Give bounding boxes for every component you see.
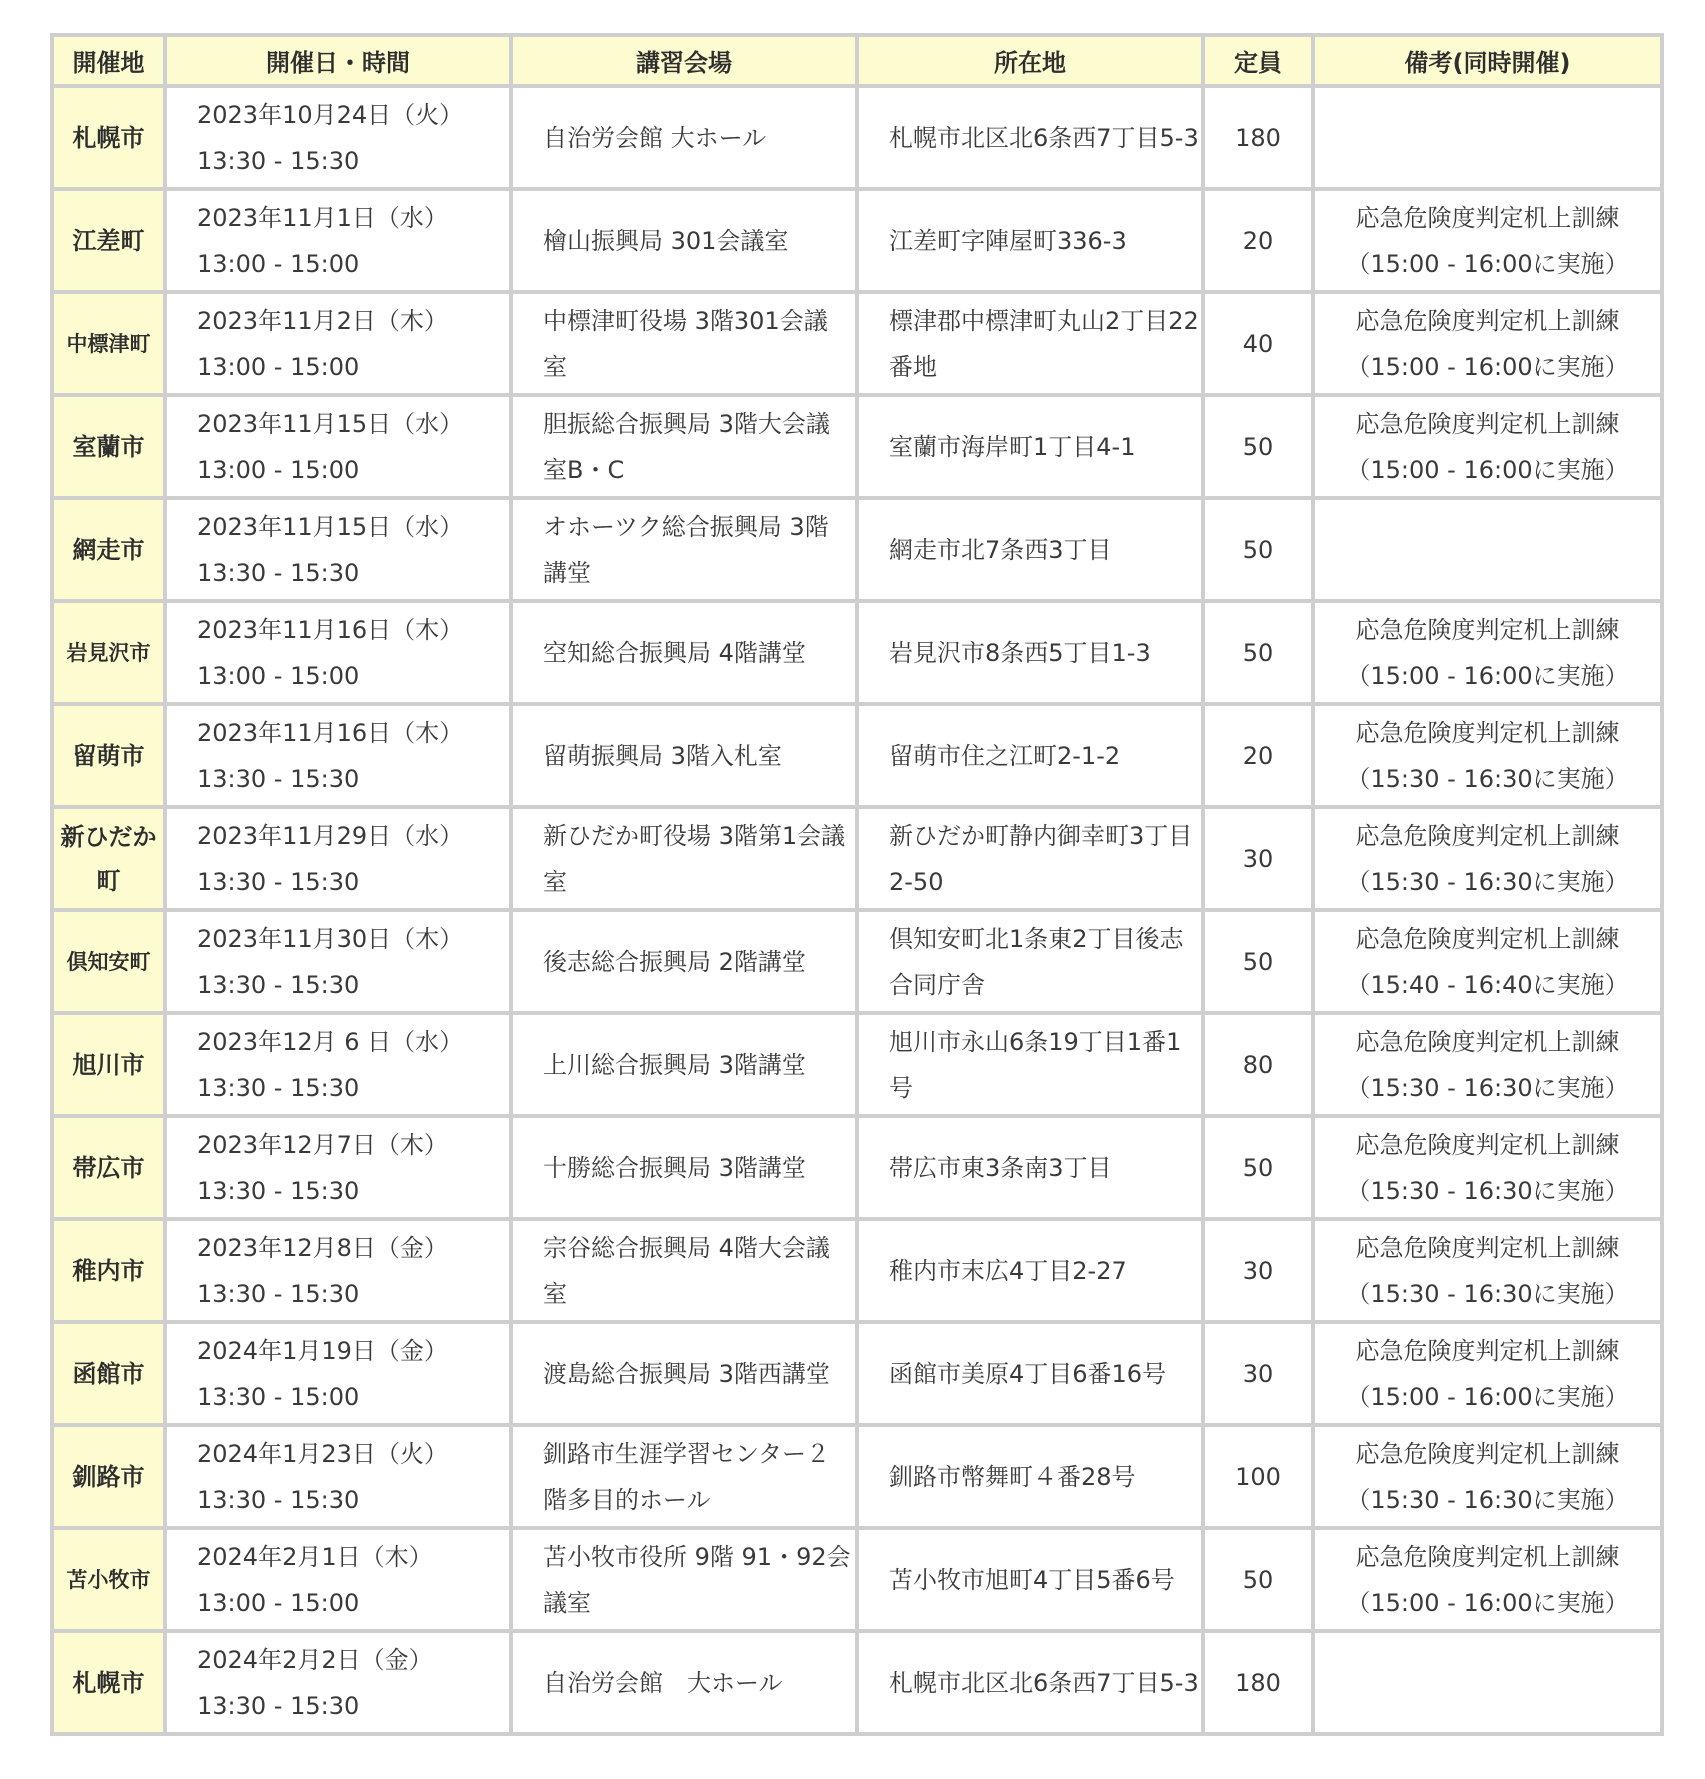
cell-address: 札幌市北区北6条西7丁目5-3 <box>859 88 1201 187</box>
cell-datetime <box>167 1324 509 1423</box>
table-row <box>54 1015 1660 1114</box>
cell-note-line1: 応急危険度判定机上訓練 <box>1355 1336 1620 1365</box>
cell-capacity: 40 <box>1205 294 1311 393</box>
cell-note-line1: 応急危険度判定机上訓練 <box>1355 1027 1620 1056</box>
cell-note-line2: （15:00 - 16:00に実施） <box>1346 1588 1629 1617</box>
cell-time: 13:30 - 15:30 <box>197 1279 360 1308</box>
cell-capacity: 50 <box>1205 500 1311 599</box>
cell-note <box>1315 1633 1660 1732</box>
cell-datetime <box>167 706 509 805</box>
table-row <box>54 1427 1660 1526</box>
cell-date: 2023年11月16日（木） <box>197 615 464 644</box>
cell-time: 13:30 - 15:30 <box>197 764 360 793</box>
cell-place: 旭川市 <box>54 1015 163 1114</box>
cell-venue: 自治労会館 大ホール <box>513 88 855 187</box>
cell-date: 2024年2月2日（金） <box>197 1645 433 1674</box>
cell-date: 2023年11月1日（水） <box>197 203 448 232</box>
cell-note <box>1315 397 1660 496</box>
cell-note-line2: （15:30 - 16:30に実施） <box>1346 764 1629 793</box>
cell-time: 13:30 - 15:30 <box>197 146 360 175</box>
cell-address: 稚内市末広4丁目2-27 <box>859 1221 1201 1320</box>
cell-note-line2: （15:40 - 16:40に実施） <box>1346 970 1629 999</box>
header-capacity: 定員 <box>1205 37 1311 84</box>
cell-note-line2: （15:30 - 16:30に実施） <box>1346 1176 1629 1205</box>
cell-date: 2023年11月15日（水） <box>197 512 464 541</box>
cell-note-line2: （15:30 - 16:30に実施） <box>1346 1485 1629 1514</box>
cell-venue: 宗谷総合振興局 4階大会議室 <box>513 1221 855 1320</box>
table-row <box>54 397 1660 496</box>
cell-date: 2024年2月1日（木） <box>197 1542 433 1571</box>
cell-note-line2: （15:30 - 16:30に実施） <box>1346 1279 1629 1308</box>
cell-note <box>1315 294 1660 393</box>
cell-place: 函館市 <box>54 1324 163 1423</box>
cell-address: 標津郡中標津町丸山2丁目22番地 <box>859 294 1201 393</box>
table-row <box>54 191 1660 290</box>
cell-note <box>1315 88 1660 187</box>
table-row <box>54 1221 1660 1320</box>
cell-venue: 中標津町役場 3階301会議室 <box>513 294 855 393</box>
cell-place: 岩見沢市 <box>54 603 163 702</box>
cell-note-line2: （15:00 - 16:00に実施） <box>1346 661 1629 690</box>
cell-place: 新ひだか町 <box>54 809 163 908</box>
cell-date: 2023年11月29日（水） <box>197 821 464 850</box>
cell-date: 2023年10月24日（火） <box>197 100 464 129</box>
cell-note <box>1315 809 1660 908</box>
cell-address: 帯広市東3条南3丁目 <box>859 1118 1201 1217</box>
cell-note <box>1315 706 1660 805</box>
header-address: 所在地 <box>859 37 1201 84</box>
cell-capacity: 20 <box>1205 191 1311 290</box>
cell-capacity: 20 <box>1205 706 1311 805</box>
cell-address: 旭川市永山6条19丁目1番1号 <box>859 1015 1201 1114</box>
table-row <box>54 1633 1660 1732</box>
cell-place: 苫小牧市 <box>54 1530 163 1629</box>
cell-address: 岩見沢市8条西5丁目1-3 <box>859 603 1201 702</box>
cell-capacity: 50 <box>1205 912 1311 1011</box>
cell-note-line1: 応急危険度判定机上訓練 <box>1355 409 1620 438</box>
cell-place: 中標津町 <box>54 294 163 393</box>
cell-venue: 苫小牧市役所 9階 91・92会議室 <box>513 1530 855 1629</box>
cell-note-line1: 応急危険度判定机上訓練 <box>1355 924 1620 953</box>
cell-datetime <box>167 1221 509 1320</box>
cell-venue: 新ひだか町役場 3階第1会議室 <box>513 809 855 908</box>
table-row <box>54 912 1660 1011</box>
cell-place: 稚内市 <box>54 1221 163 1320</box>
cell-note <box>1315 1015 1660 1114</box>
cell-date: 2023年12月8日（金） <box>197 1233 448 1262</box>
cell-note <box>1315 1324 1660 1423</box>
cell-capacity: 30 <box>1205 1324 1311 1423</box>
cell-place: 網走市 <box>54 500 163 599</box>
cell-address: 網走市北7条西3丁目 <box>859 500 1201 599</box>
cell-time: 13:30 - 15:30 <box>197 1485 360 1514</box>
cell-note-line1: 応急危険度判定机上訓練 <box>1355 615 1620 644</box>
cell-capacity: 30 <box>1205 809 1311 908</box>
cell-datetime <box>167 1633 509 1732</box>
cell-place: 帯広市 <box>54 1118 163 1217</box>
header-note: 備考(同時開催) <box>1315 37 1660 84</box>
cell-date: 2024年1月23日（火） <box>197 1439 448 1468</box>
cell-note-line2: （15:00 - 16:00に実施） <box>1346 249 1629 278</box>
cell-time: 13:30 - 15:30 <box>197 867 360 896</box>
cell-address: 釧路市幣舞町４番28号 <box>859 1427 1201 1526</box>
cell-capacity: 180 <box>1205 88 1311 187</box>
cell-venue: 自治労会館 大ホール <box>513 1633 855 1732</box>
cell-date: 2023年11月2日（木） <box>197 306 448 335</box>
cell-note-line2: （15:00 - 16:00に実施） <box>1346 455 1629 484</box>
cell-note <box>1315 1221 1660 1320</box>
cell-note-line2: （15:00 - 16:00に実施） <box>1346 1382 1629 1411</box>
cell-note <box>1315 191 1660 290</box>
cell-address: 倶知安町北1条東2丁目後志合同庁舎 <box>859 912 1201 1011</box>
cell-capacity: 30 <box>1205 1221 1311 1320</box>
cell-capacity: 50 <box>1205 1118 1311 1217</box>
cell-time: 13:30 - 15:30 <box>197 1691 360 1720</box>
table-row <box>54 1118 1660 1217</box>
cell-address: 新ひだか町静内御幸町3丁目2-50 <box>859 809 1201 908</box>
cell-capacity: 80 <box>1205 1015 1311 1114</box>
cell-date: 2023年11月30日（木） <box>197 924 464 953</box>
cell-capacity: 50 <box>1205 1530 1311 1629</box>
cell-time: 13:00 - 15:00 <box>197 352 360 381</box>
cell-address: 函館市美原4丁目6番16号 <box>859 1324 1201 1423</box>
cell-venue: 胆振総合振興局 3階大会議室B・C <box>513 397 855 496</box>
cell-time: 13:30 - 15:30 <box>197 1073 360 1102</box>
cell-address: 札幌市北区北6条西7丁目5-3 <box>859 1633 1201 1732</box>
cell-capacity: 180 <box>1205 1633 1311 1732</box>
cell-note-line1: 応急危険度判定机上訓練 <box>1355 1439 1620 1468</box>
cell-datetime <box>167 397 509 496</box>
cell-venue: 渡島総合振興局 3階西講堂 <box>513 1324 855 1423</box>
cell-place: 留萌市 <box>54 706 163 805</box>
cell-datetime <box>167 1015 509 1114</box>
cell-place: 釧路市 <box>54 1427 163 1526</box>
cell-place: 札幌市 <box>54 1633 163 1732</box>
cell-time: 13:00 - 15:00 <box>197 249 360 278</box>
cell-note-line1: 応急危険度判定机上訓練 <box>1355 718 1620 747</box>
table-row <box>54 500 1660 599</box>
cell-datetime <box>167 88 509 187</box>
cell-time: 13:00 - 15:00 <box>197 455 360 484</box>
cell-note-line1: 応急危険度判定机上訓練 <box>1355 203 1620 232</box>
table-row <box>54 603 1660 702</box>
cell-date: 2023年12月7日（木） <box>197 1130 448 1159</box>
table-row <box>54 1530 1660 1629</box>
cell-time: 13:30 - 15:30 <box>197 970 360 999</box>
table-row <box>54 88 1660 187</box>
cell-note <box>1315 1427 1660 1526</box>
cell-capacity: 50 <box>1205 397 1311 496</box>
schedule-table <box>50 33 1664 1736</box>
table-row <box>54 1324 1660 1423</box>
cell-time: 13:00 - 15:00 <box>197 661 360 690</box>
header-venue: 講習会場 <box>513 37 855 84</box>
cell-time: 13:30 - 15:30 <box>197 558 360 587</box>
cell-date: 2023年11月15日（水） <box>197 409 464 438</box>
cell-date: 2023年12月 6 日（水） <box>197 1027 464 1056</box>
table-row <box>54 706 1660 805</box>
cell-venue: 釧路市生涯学習センター２階多目的ホール <box>513 1427 855 1526</box>
cell-time: 13:30 - 15:00 <box>197 1382 360 1411</box>
cell-time: 13:30 - 15:30 <box>197 1176 360 1205</box>
cell-capacity: 100 <box>1205 1427 1311 1526</box>
cell-date: 2023年11月16日（木） <box>197 718 464 747</box>
cell-datetime <box>167 912 509 1011</box>
cell-datetime <box>167 500 509 599</box>
cell-note-line1: 応急危険度判定机上訓練 <box>1355 821 1620 850</box>
cell-venue: 十勝総合振興局 3階講堂 <box>513 1118 855 1217</box>
cell-note-line2: （15:30 - 16:30に実施） <box>1346 1073 1629 1102</box>
cell-venue: 後志総合振興局 2階講堂 <box>513 912 855 1011</box>
cell-note <box>1315 603 1660 702</box>
cell-datetime <box>167 294 509 393</box>
cell-venue: 檜山振興局 301会議室 <box>513 191 855 290</box>
cell-date: 2024年1月19日（金） <box>197 1336 448 1365</box>
cell-datetime <box>167 1118 509 1217</box>
cell-venue: 上川総合振興局 3階講堂 <box>513 1015 855 1114</box>
cell-address: 苫小牧市旭町4丁目5番6号 <box>859 1530 1201 1629</box>
cell-note <box>1315 1118 1660 1217</box>
cell-capacity: 50 <box>1205 603 1311 702</box>
cell-time: 13:00 - 15:00 <box>197 1588 360 1617</box>
cell-note-line2: （15:00 - 16:00に実施） <box>1346 352 1629 381</box>
cell-note <box>1315 500 1660 599</box>
cell-note-line1: 応急危険度判定机上訓練 <box>1355 1130 1620 1159</box>
cell-address: 室蘭市海岸町1丁目4-1 <box>859 397 1201 496</box>
cell-note-line1: 応急危険度判定机上訓練 <box>1355 1233 1620 1262</box>
cell-note <box>1315 912 1660 1011</box>
cell-note-line2: （15:30 - 16:30に実施） <box>1346 867 1629 896</box>
cell-place: 室蘭市 <box>54 397 163 496</box>
cell-venue: 留萌振興局 3階入札室 <box>513 706 855 805</box>
cell-note <box>1315 1530 1660 1629</box>
cell-note-line1: 応急危険度判定机上訓練 <box>1355 306 1620 335</box>
table-row <box>54 809 1660 908</box>
cell-place: 札幌市 <box>54 88 163 187</box>
cell-venue: オホーツク総合振興局 3階講堂 <box>513 500 855 599</box>
cell-datetime <box>167 1530 509 1629</box>
cell-place: 倶知安町 <box>54 912 163 1011</box>
cell-datetime <box>167 809 509 908</box>
cell-note-line1: 応急危険度判定机上訓練 <box>1355 1542 1620 1571</box>
cell-address: 江差町字陣屋町336-3 <box>859 191 1201 290</box>
header-row <box>54 37 1660 84</box>
header-datetime: 開催日・時間 <box>167 37 509 84</box>
header-place: 開催地 <box>54 37 163 84</box>
cell-address: 留萌市住之江町2-1-2 <box>859 706 1201 805</box>
table-row <box>54 294 1660 393</box>
cell-datetime <box>167 1427 509 1526</box>
schedule-table-frame <box>50 33 1664 1736</box>
cell-datetime <box>167 191 509 290</box>
cell-datetime <box>167 603 509 702</box>
cell-venue: 空知総合振興局 4階講堂 <box>513 603 855 702</box>
cell-place: 江差町 <box>54 191 163 290</box>
